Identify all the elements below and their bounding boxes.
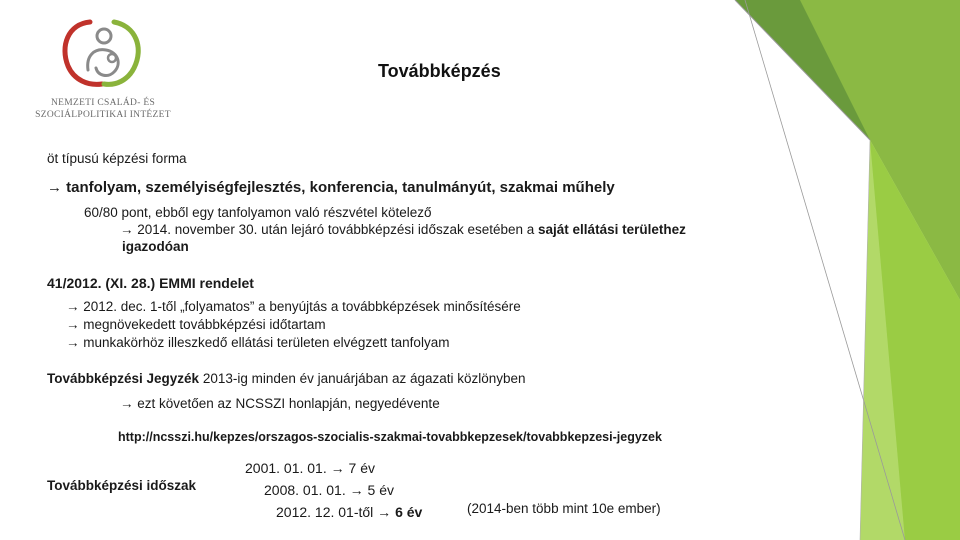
period-2: 2008. 01. 01. → 5 év: [264, 482, 394, 498]
period-3-bold: 6 év: [395, 504, 423, 520]
register-after-text: → ezt követően az NCSSZI honlapján, negyedévente: [120, 396, 440, 411]
register-url-link[interactable]: http://ncsszi.hu/kepzes/orszagos-szocialis-szakmai-tovabbkepzesek/tovabbkepzesi-jegyzek: [118, 430, 662, 444]
family-logo-icon: [28, 14, 178, 94]
decree-item-3: → munkakörhöz illeszkedő ellátási területen elvégzett tanfolyam: [66, 335, 450, 350]
period-1: 2001. 01. 01. → 7 év: [245, 460, 375, 476]
decree-item-1: → 2012. dec. 1-től „folyamatos” a benyújtás a továbbképzések minősítésére: [66, 299, 521, 314]
deadline-text-regular: → 2014. november 30. után lejáró továbbképzési időszak esetében a: [120, 222, 539, 237]
intro-text: öt típusú képzési forma: [47, 151, 187, 166]
register-text: [47, 371, 526, 386]
deadline-text-continued: igazodóan: [122, 239, 189, 254]
period-label: Továbbképzési időszak: [47, 478, 197, 493]
period-3: [276, 504, 422, 520]
ncsszi-logo: [28, 14, 178, 124]
training-forms: → tanfolyam, személyiségfejlesztés, konferencia, tanulmányút, szakmai műhely: [47, 179, 615, 196]
slide-title: Továbbképzés: [378, 61, 501, 81]
participants-note: (2014-ben több mint 10e ember): [467, 501, 661, 516]
decree-title: 41/2012. (XI. 28.) EMMI rendelet: [47, 275, 254, 291]
points-requirement: 60/80 pont, ebből egy tanfolyamon való részvétel kötelező: [84, 205, 432, 220]
logo-text-line-1: NEMZETI CSALÁD- ÉS: [50, 98, 156, 108]
register-text-regular: 2013-ig minden év januárjában az ágazati közlönyben: [199, 371, 526, 386]
register-title: Továbbképzési Jegyzék: [47, 371, 200, 386]
deadline-text-bold: saját ellátási területhez: [538, 222, 686, 237]
deadline-text: [120, 222, 686, 237]
logo-text-line-2: SZOCIÁLPOLITIKAI INTÉZET: [35, 110, 171, 120]
period-3-text: 2012. 12. 01-től →: [276, 504, 396, 520]
decree-item-2: → megnövekedett továbbképzési időtartam: [66, 317, 326, 332]
